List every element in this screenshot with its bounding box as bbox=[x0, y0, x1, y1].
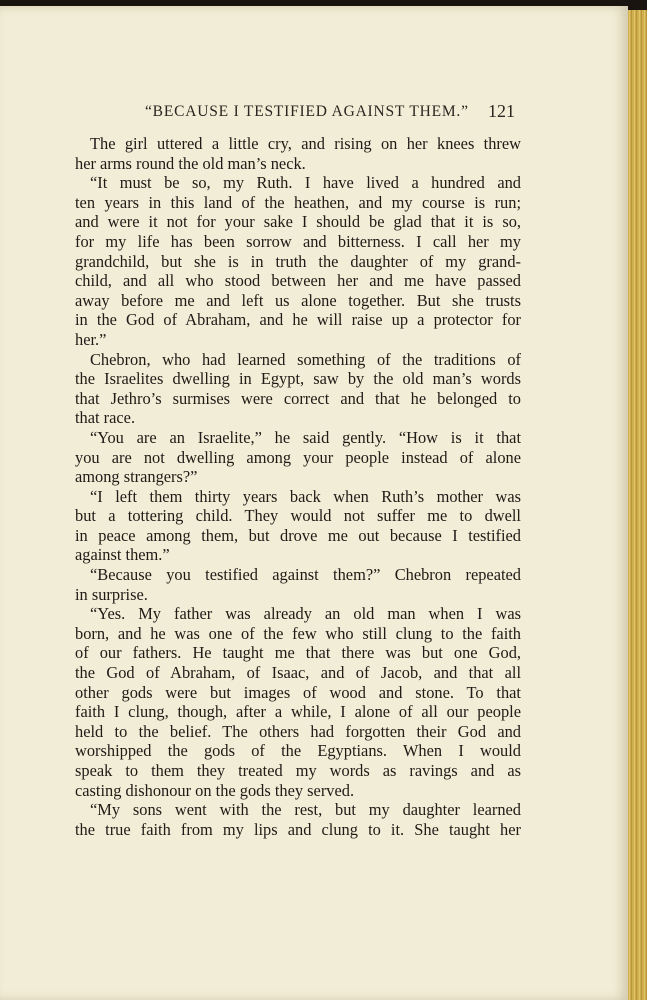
text-line: her arms round the old man’s neck. bbox=[75, 153, 306, 173]
text-line: the God of Abraham, of Isaac, and of Jacob, and that all bbox=[75, 663, 521, 683]
text-line: “Because you testified against them?” Chebron repeated bbox=[90, 565, 521, 585]
text-line: child, and all who stood between her and me have passed bbox=[75, 271, 521, 291]
text-line: the true faith from my lips and clung to it. She taught her bbox=[75, 819, 521, 839]
text-line: “It must be so, my Ruth. I have lived a hundred and bbox=[90, 173, 521, 193]
text-line: that Jethro’s surmises were correct and that he belonged to bbox=[75, 388, 521, 408]
text-line: in the God of Abraham, and he will raise up a protector for bbox=[75, 310, 521, 330]
text-line: “I left them thirty years back when Ruth’s mother was bbox=[90, 486, 521, 506]
text-line: away before me and left us alone together. But she trusts bbox=[75, 290, 521, 310]
text-line: against them.” bbox=[75, 545, 170, 565]
text-line: the Israelites dwelling in Egypt, saw by the old man’s words bbox=[75, 369, 521, 389]
book-page bbox=[0, 6, 628, 1000]
text-line: in surprise. bbox=[75, 584, 148, 604]
text-line: Chebron, who had learned something of the traditions of bbox=[90, 349, 521, 369]
text-line: other gods were but images of wood and stone. To that bbox=[75, 682, 521, 702]
gilded-page-edge bbox=[628, 10, 647, 1000]
text-line: in peace among them, but drove me out because I testified bbox=[75, 525, 521, 545]
text-line: casting dishonour on the gods they served. bbox=[75, 780, 355, 800]
text-line: “Yes. My father was already an old man when I was bbox=[90, 604, 521, 624]
page-number: 121 bbox=[488, 101, 515, 121]
text-line: worshipped the gods of the Egyptians. When I would bbox=[75, 741, 521, 761]
text-line: held to the belief. The others had forgotten their God and bbox=[75, 721, 521, 741]
text-line: speak to them they treated my words as ravings and as bbox=[75, 761, 521, 780]
text-line: her.” bbox=[75, 329, 107, 349]
text-line: but a tottering child. They would not suffer me to dwell bbox=[75, 506, 521, 526]
text-line: among strangers?” bbox=[75, 467, 198, 487]
running-header: “BECAUSE I TESTIFIED AGAINST THEM.” bbox=[145, 103, 469, 120]
text-line: born, and he was one of the few who still clung to the faith bbox=[75, 623, 521, 643]
text-line: ten years in this land of the heathen, and my course is run; bbox=[75, 192, 521, 212]
text-line: that race. bbox=[75, 408, 136, 428]
text-line: and were it not for your sake I should be glad that it is so, bbox=[75, 212, 521, 232]
text-line: grandchild, but she is in truth the daughter of my grand- bbox=[75, 251, 521, 271]
text-line: The girl uttered a little cry, and rising on her knees threw bbox=[90, 134, 521, 153]
text-line: “You are an Israelite,” he said gently. “How is it that bbox=[90, 427, 521, 447]
text-line: faith I clung, though, after a while, I alone of all our people bbox=[75, 702, 521, 722]
text-line: for my life has been sorrow and bitterness. I call her my bbox=[75, 231, 521, 251]
text-line: you are not dwelling among your people instead of alone bbox=[75, 447, 521, 467]
body-text bbox=[75, 134, 521, 839]
text-line: of our fathers. He taught me that there was but one God, bbox=[75, 643, 521, 663]
text-line: “My sons went with the rest, but my daughter learned bbox=[90, 800, 521, 820]
